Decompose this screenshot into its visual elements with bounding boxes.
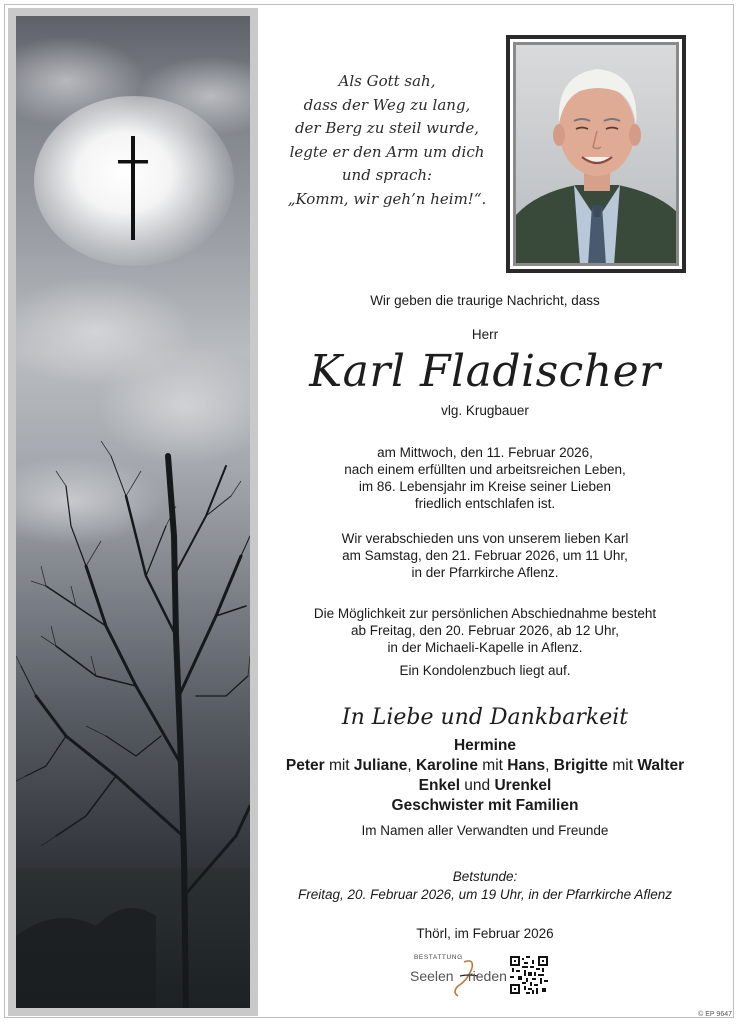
family-list bbox=[262, 736, 708, 816]
poem-line: dass der Weg zu lang, bbox=[303, 95, 471, 114]
family-name: Hans bbox=[507, 757, 546, 774]
family-line bbox=[262, 776, 708, 796]
poem-line: Als Gott sah, bbox=[338, 72, 436, 90]
farewell-line: am Samstag, den 21. Februar 2026, um 11 Uhr, bbox=[342, 548, 628, 563]
prayer-details: Freitag, 20. Februar 2026, um 19 Uhr, in der Pfarrkirche Aflenz bbox=[298, 887, 672, 902]
farewell-line: in der Pfarrkirche Aflenz. bbox=[411, 565, 559, 580]
death-notice-line: friedlich entschlafen ist. bbox=[414, 496, 556, 511]
viewing-line: Die Möglichkeit zur persönlichen Abschiednahme besteht bbox=[313, 606, 657, 621]
logo-text-part2: rieden bbox=[468, 968, 507, 984]
salutation: Herr bbox=[471, 327, 499, 342]
copyright-icon: © bbox=[698, 1011, 704, 1018]
farewell-line: Wir verabschieden uns von unserem lieben Karl bbox=[341, 531, 629, 546]
family-name: Brigitte bbox=[553, 757, 609, 774]
logo-small-text: BESTATTUNG bbox=[414, 954, 463, 961]
viewing-line: in der Michaeli-Kapelle in Aflenz. bbox=[387, 640, 583, 655]
family-name: Karoline bbox=[415, 757, 478, 774]
footer-code-text: EP 9647 bbox=[705, 1011, 732, 1018]
poem-line: und sprach: bbox=[341, 166, 433, 184]
poem-line: „Komm, wir geh’n heim!“. bbox=[287, 189, 487, 208]
family-name: Peter bbox=[285, 757, 325, 774]
relatives-note: Im Namen aller Verwandten und Freunde bbox=[361, 823, 609, 838]
tree-silhouette bbox=[16, 436, 250, 1008]
family-separator: , bbox=[545, 757, 554, 774]
family-connector: mit bbox=[324, 757, 354, 774]
family-name: Juliane bbox=[353, 757, 408, 774]
family-name: Walter bbox=[637, 757, 685, 774]
logo-text-part1: Seelen bbox=[410, 968, 454, 984]
viewing-info bbox=[262, 605, 708, 656]
family-connector: und bbox=[460, 777, 495, 794]
family-line: Hermine bbox=[453, 737, 517, 754]
family-name: Urenkel bbox=[494, 777, 552, 794]
death-notice-line: nach einem erfüllten und arbeitsreichen Leben, bbox=[344, 462, 626, 477]
farewell-info bbox=[262, 530, 708, 581]
deceased-name: Karl Fladischer bbox=[309, 346, 661, 397]
family-name: Enkel bbox=[418, 777, 460, 794]
funeral-home-logo bbox=[408, 954, 507, 998]
family-separator: , bbox=[407, 757, 416, 774]
poem-line: der Berg zu steil wurde, bbox=[294, 119, 480, 137]
death-notice bbox=[262, 444, 708, 512]
condolence-note: Ein Kondolenzbuch liegt auf. bbox=[399, 663, 571, 678]
portrait-frame bbox=[506, 35, 686, 273]
sky-photo-strip bbox=[8, 8, 258, 1016]
death-notice-line: am Mittwoch, den 11. Februar 2026, bbox=[377, 445, 593, 460]
poem bbox=[276, 70, 498, 211]
family-connector: mit bbox=[477, 757, 508, 774]
family-line: Geschwister mit Familien bbox=[391, 797, 579, 814]
cross-icon bbox=[118, 136, 148, 240]
place-date: Thörl, im Februar 2026 bbox=[416, 926, 554, 941]
death-notice-line: im 86. Lebensjahr im Kreise seiner Lieben bbox=[358, 479, 612, 494]
portrait-photo bbox=[516, 45, 676, 263]
poem-line: legte er den Arm um dich bbox=[289, 142, 485, 161]
footer-code bbox=[698, 1011, 732, 1018]
prayer-title: Betstunde: bbox=[452, 869, 518, 884]
nickname: vlg. Krugbauer bbox=[441, 403, 529, 418]
family-connector: mit bbox=[608, 757, 638, 774]
qr-code-icon bbox=[510, 956, 548, 994]
viewing-line: ab Freitag, den 20. Februar 2026, ab 12 Uhr, bbox=[351, 623, 619, 638]
intro-text: Wir geben die traurige Nachricht, dass bbox=[370, 293, 600, 308]
closing-heading: In Liebe und Dankbarkeit bbox=[341, 705, 629, 730]
family-line bbox=[262, 756, 708, 776]
